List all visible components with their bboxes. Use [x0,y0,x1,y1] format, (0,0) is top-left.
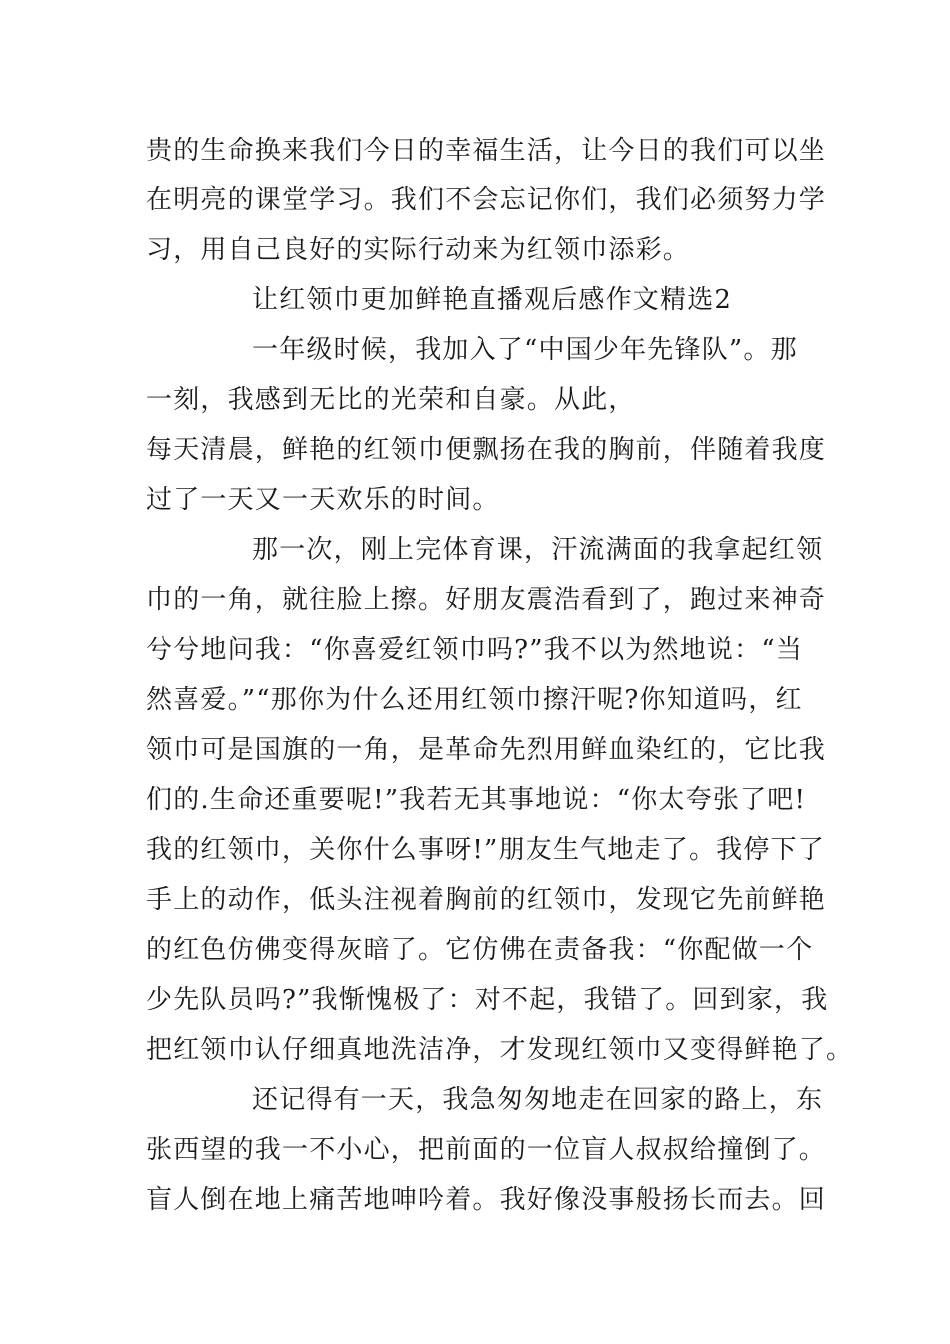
text-line: 贵的生命换来我们今日的幸福生活，让今日的我们可以坐 [146,136,827,166]
text-line: 还记得有一天，我急匆匆地走在回家的路上，东 [252,1085,824,1115]
text-line: 过了一天又一天欢乐的时间。 [146,485,500,515]
text-line: 张西望的我一不小心，把前面的一位盲人叔叔给撞倒了。 [146,1135,827,1165]
text-line: 然喜爱。”“那你为什么还用红领巾擦汗呢?你知道吗，红 [146,685,803,715]
text-line: 领巾可是国旗的一角，是革命先烈用鲜血染红的，它比我 [146,735,827,765]
text-line: 巾的一角，就往脸上擦。好朋友震浩看到了，跑过来神奇 [146,585,827,615]
text-line: 少先队员吗?”我惭愧极了：对不起，我错了。回到家，我 [146,985,829,1015]
section-heading: 让红领巾更加鲜艳直播观后感作文精选2 [252,285,733,315]
text-line: 每天清晨，鲜艳的红领巾便飘扬在我的胸前，伴随着我度 [146,435,827,465]
text-line: 兮兮地问我：“你喜爱红领巾吗?”我不以为然地说：“当 [146,635,804,665]
text-line: 一刻，我感到无比的光荣和自豪。从此， [146,385,636,415]
text-line: 们的.生命还重要呢!”我若无其事地说：“你太夸张了吧! [146,785,807,815]
text-line: 盲人倒在地上痛苦地呻吟着。我好像没事般扬长而去。回 [146,1185,827,1215]
text-line: 的红色仿佛变得灰暗了。它仿佛在责备我：“你配做一个 [146,935,814,965]
text-line: 我的红领巾，关你什么事呀!”朋友生气地走了。我停下了 [146,835,825,865]
text-line: 一年级时候，我加入了“中国少年先锋队”。那 [252,335,798,365]
text-line: 把红领巾认仔细真地洗洁净，才发现红领巾又变得鲜艳了。 [146,1035,854,1065]
text-line: 习，用自己良好的实际行动来为红领巾添彩。 [146,235,691,265]
text-line: 那一次，刚上完体育课，汗流满面的我拿起红领 [252,535,824,565]
text-line: 手上的动作，低头注视着胸前的红领巾，发现它先前鲜艳 [146,885,827,915]
text-line: 在明亮的课堂学习。我们不会忘记你们，我们必须努力学 [146,185,827,215]
